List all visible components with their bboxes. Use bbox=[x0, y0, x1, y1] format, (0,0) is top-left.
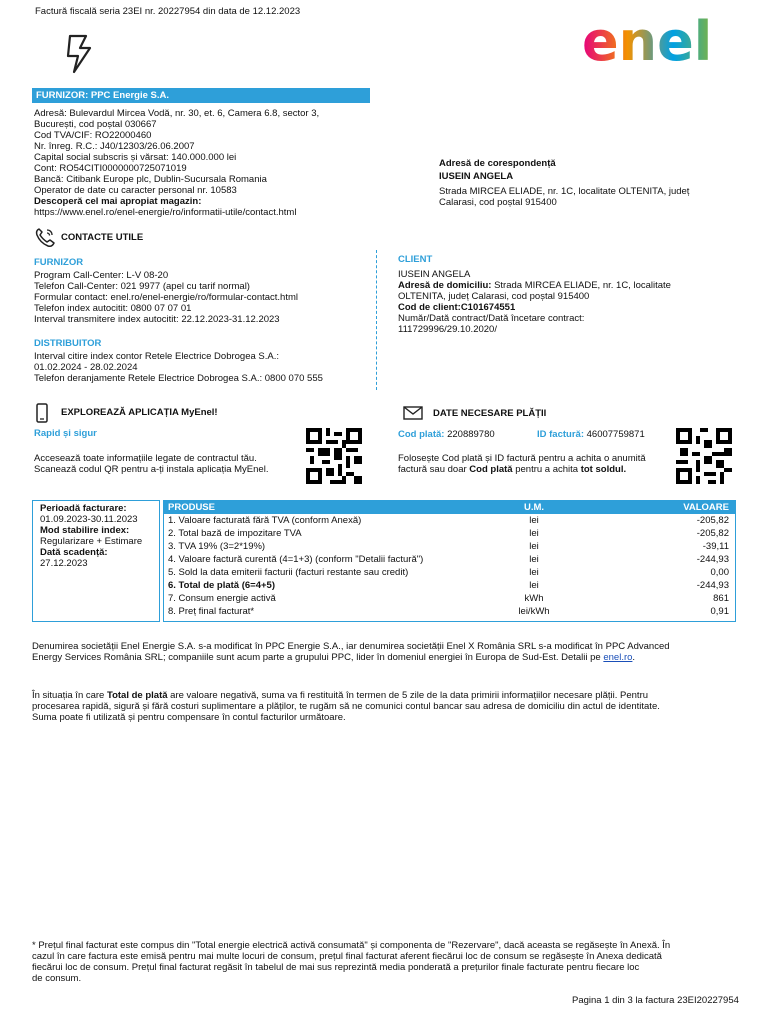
correspondence-address: Strada MIRCEA ELIADE, nr. 1C, localitate OLTENITA, județ bbox=[439, 186, 690, 197]
notice-text: În situația în care bbox=[32, 690, 107, 701]
payment-qr-code[interactable] bbox=[676, 428, 732, 484]
supplier-line: Operator de date cu caracter personal nr. 10583 bbox=[34, 185, 237, 196]
row-value: -205,82 bbox=[696, 515, 729, 526]
row-value: 0,00 bbox=[710, 567, 729, 578]
footnote-line: fiecărui loc de consum. Prețul final facturat regăsit în tabelul de mai sus reprezintă media ponderată a prețurilor finale facturate pentru fiecare loc bbox=[32, 962, 640, 973]
row-label: 2. Total bază de impozitare TVA bbox=[168, 528, 302, 539]
furnizor-line: Telefon Call-Center: 021 9977 (apel cu tarif normal) bbox=[34, 281, 250, 292]
row-value: -39,11 bbox=[702, 541, 729, 552]
mobile-phone-icon bbox=[34, 403, 50, 423]
row-label: 5. Sold la data emiterii facturii (facturi restante sau credit) bbox=[168, 567, 409, 578]
cod-plata-label: Cod plată: bbox=[398, 429, 445, 440]
app-title: EXPLOREAZĂ APLICAȚIA MyEnel! bbox=[61, 407, 218, 418]
table-row bbox=[164, 527, 735, 540]
distribuitor-line: Interval citire index contor Retele Electrice Dobrogea S.A.: bbox=[34, 351, 280, 362]
page-number: Pagina 1 din 3 la factura 23EI20227954 bbox=[572, 995, 739, 1006]
notice-line: Suma poate fi utilizată și pentru compensare în contul facturilor următoare. bbox=[32, 712, 346, 723]
row-value: -244,93 bbox=[696, 554, 729, 565]
row-um: lei bbox=[529, 580, 539, 591]
supplier-bar: FURNIZOR: PPC Energie S.A. bbox=[32, 88, 370, 103]
correspondence-block bbox=[439, 158, 689, 208]
row-value: 0,91 bbox=[710, 606, 729, 617]
footnote-line: cazul în care factura este emisă pentru mai multe locuri de consum, prețul final facturat aferent fiecărui loc de consum se regăsește în Anexa dedicată bbox=[32, 951, 662, 962]
client-title: CLIENT bbox=[398, 254, 433, 265]
row-um: lei bbox=[529, 554, 539, 565]
row-value: 861 bbox=[713, 593, 729, 604]
furnizor-title: FURNIZOR bbox=[34, 257, 84, 268]
notice-end: . bbox=[632, 652, 636, 663]
row-um: lei bbox=[529, 528, 539, 539]
furnizor-line: Interval transmitere index autocitit: 22.12.2023-31.12.2023 bbox=[34, 314, 280, 325]
due-date-value: 27.12.2023 bbox=[40, 558, 88, 569]
store-label: Descoperă cel mai apropiat magazin: bbox=[34, 196, 202, 207]
invoice-title: Factură fiscală seria 23EI nr. 20227954 din data de 12.12.2023 bbox=[35, 6, 301, 17]
notice-line: procesarea rapidă, sigură și fără costuri suplimentare a plăților, te rugăm să ne comunici contul bancar sau adresa de domiciliu din actul de identitate. bbox=[32, 701, 660, 712]
index-mode-value: Regularizare + Estimare bbox=[40, 536, 143, 547]
distribuitor-contacts bbox=[34, 338, 323, 384]
phone-icon bbox=[34, 226, 56, 248]
supplier-line: Bancă: Citibank Europe plc, Dublin-Sucursala Romania bbox=[34, 174, 267, 185]
invoice-id bbox=[537, 429, 645, 440]
row-um: kWh bbox=[524, 593, 544, 604]
products-table bbox=[163, 500, 736, 622]
due-date-label: Dată scadență: bbox=[40, 547, 108, 558]
contacts-title: CONTACTE UTILE bbox=[61, 232, 144, 243]
app-qr-code[interactable] bbox=[306, 428, 362, 484]
correspondence-address: Calarasi, cod poștal 915400 bbox=[439, 197, 557, 208]
row-label: 4. Valoare factură curentă (4=1+3) (conform "Detalii factură") bbox=[168, 554, 424, 565]
domicile-line2: OLTENITA, județ Calarasi, cod poștal 915400 bbox=[398, 291, 590, 302]
header-value: VALOARE bbox=[683, 502, 729, 513]
distribuitor-line: Telefon deranjamente Retele Electrice Dobrogea S.A.: 0800 070 555 bbox=[34, 373, 323, 384]
domicile-label: Adresă de domiciliu: bbox=[398, 280, 492, 291]
row-value: -244,93 bbox=[696, 580, 729, 591]
table-header bbox=[164, 501, 735, 514]
correspondence-name: IUSEIN ANGELA bbox=[439, 171, 514, 182]
furnizor-line[interactable]: Formular contact: enel.ro/enel-energie/ro/formular-contact.html bbox=[34, 292, 299, 303]
table-row bbox=[164, 553, 735, 566]
furnizor-line: Telefon index autocitit: 0800 07 07 01 bbox=[34, 303, 192, 314]
footnote bbox=[32, 940, 737, 984]
billing-period-value: 01.09.2023-30.11.2023 bbox=[40, 514, 138, 525]
furnizor-contacts bbox=[34, 257, 298, 325]
supplier-line: Cod TVA/CIF: RO22000460 bbox=[34, 130, 152, 141]
notice-line: Denumirea societății Enel Energie S.A. s-a modificat în PPC Energie S.A., iar denumirea societății Enel X România SRL s-a modificat în PPC Advanced bbox=[32, 641, 670, 652]
enel-logo bbox=[582, 10, 732, 70]
client-code-label: Cod de client: bbox=[398, 302, 461, 313]
logo-text: enel bbox=[582, 10, 713, 70]
header-um: U.M. bbox=[523, 502, 545, 513]
table-row-total bbox=[164, 579, 735, 592]
client-block bbox=[398, 254, 671, 335]
lightning-icon bbox=[60, 30, 100, 76]
notice-text: are valoare negativă, suma va fi restituită în termen de 5 zile de la data primirii informațiilor necesare plății. Pentru bbox=[167, 690, 649, 701]
notice-text-bold: Total de plată bbox=[106, 690, 168, 701]
supplier-details bbox=[34, 108, 319, 218]
store-link[interactable]: https://www.enel.ro/enel-energie/ro/informatii-utile/contact.html bbox=[34, 207, 297, 218]
envelope-icon bbox=[403, 405, 423, 421]
billing-period-label: Perioadă facturare: bbox=[40, 503, 127, 514]
row-um: lei/kWh bbox=[518, 606, 550, 617]
table-row bbox=[164, 566, 735, 579]
supplier-line: Adresă: Bulevardul Mircea Vodă, nr. 30, et. 6, Camera 6.8, sector 3, bbox=[34, 108, 320, 119]
table-row bbox=[164, 514, 735, 527]
contract-value: 111729996/29.10.2020/ bbox=[398, 324, 497, 335]
table-row bbox=[164, 592, 735, 605]
payment-title: DATE NECESARE PLĂȚII bbox=[433, 408, 547, 419]
footnote-line: * Prețul final facturat este compus din "Total energie electrică activă consumată" și componenta de "Rezervare", dacă aceasta se regăsește în Anexă. În bbox=[32, 940, 671, 951]
row-value: -205,82 bbox=[696, 528, 729, 539]
row-label: 1. Valoare facturată fără TVA (conform Anexă) bbox=[168, 515, 362, 526]
cod-plata-value: 220889780 bbox=[447, 429, 495, 440]
client-name: IUSEIN ANGELA bbox=[398, 269, 471, 280]
row-label: 6. Total de plată (6=4+5) bbox=[168, 580, 276, 591]
table-row bbox=[164, 540, 735, 553]
notice-text: Energy Services România SRL; companiile sunt acum parte a grupului PPC, lider în domeniul energiei în Europa de Sud-Est. Detalii pe bbox=[32, 652, 604, 663]
furnizor-line: Program Call-Center: L-V 08-20 bbox=[34, 270, 169, 281]
app-line: Accesează toate informațiile legate de contractul tău. bbox=[34, 453, 257, 464]
enel-link[interactable]: enel.ro bbox=[603, 652, 633, 663]
index-mode-label: Mod stabilire index: bbox=[40, 525, 130, 536]
correspondence-title: Adresă de corespondență bbox=[439, 158, 556, 169]
supplier-line: Cont: RO54CITI0000000725071019 bbox=[34, 163, 187, 174]
row-um: lei bbox=[529, 541, 539, 552]
billing-period-details bbox=[40, 503, 142, 569]
id-factura-label: ID factură: bbox=[537, 429, 584, 440]
app-subtitle: Rapid și sigur bbox=[34, 428, 97, 439]
payment-text-part: Cod plată bbox=[469, 464, 513, 475]
distribuitor-line: 01.02.2024 - 28.02.2024 bbox=[34, 362, 138, 373]
supplier-line: București, cod poștal 030667 bbox=[34, 119, 157, 130]
table-row bbox=[164, 605, 735, 618]
row-um: lei bbox=[529, 567, 539, 578]
footnote-line: de consum. bbox=[32, 973, 82, 984]
client-code: C101674551 bbox=[460, 302, 516, 313]
supplier-line: Capital social subscris și vărsat: 140.000.000 lei bbox=[34, 152, 237, 163]
id-factura-value: 46007759871 bbox=[586, 429, 645, 440]
row-label: 7. Consum energie activă bbox=[168, 593, 276, 604]
domicile-value: Strada MIRCEA ELIADE, nr. 1C, localitate bbox=[494, 280, 671, 291]
payment-text-part: pentru a achita bbox=[512, 464, 581, 475]
distribuitor-title: DISTRIBUITOR bbox=[34, 338, 102, 349]
supplier-line: Nr. înreg. R.C.: J40/12303/26.06.2007 bbox=[34, 141, 195, 152]
app-line: Scanează codul QR pentru a-ți instala aplicația MyEnel. bbox=[34, 464, 269, 475]
payment-text bbox=[398, 453, 646, 475]
payment-line: Folosește Cod plată și ID factură pentru a achita o anumită bbox=[398, 453, 646, 464]
divider bbox=[376, 250, 377, 390]
row-um: lei bbox=[529, 515, 539, 526]
row-label: 8. Preț final facturat* bbox=[168, 606, 255, 617]
rename-notice bbox=[32, 641, 737, 663]
header-product: PRODUSE bbox=[168, 502, 215, 513]
row-label: 3. TVA 19% (3=2*19%) bbox=[168, 541, 266, 552]
payment-text-part: factură sau doar bbox=[398, 464, 470, 475]
refund-notice bbox=[32, 690, 737, 723]
payment-codes bbox=[398, 429, 495, 440]
app-text bbox=[34, 453, 268, 475]
contract-label: Număr/Dată contract/Dată încetare contract: bbox=[398, 313, 585, 324]
payment-text-part: tot soldul. bbox=[580, 464, 627, 475]
